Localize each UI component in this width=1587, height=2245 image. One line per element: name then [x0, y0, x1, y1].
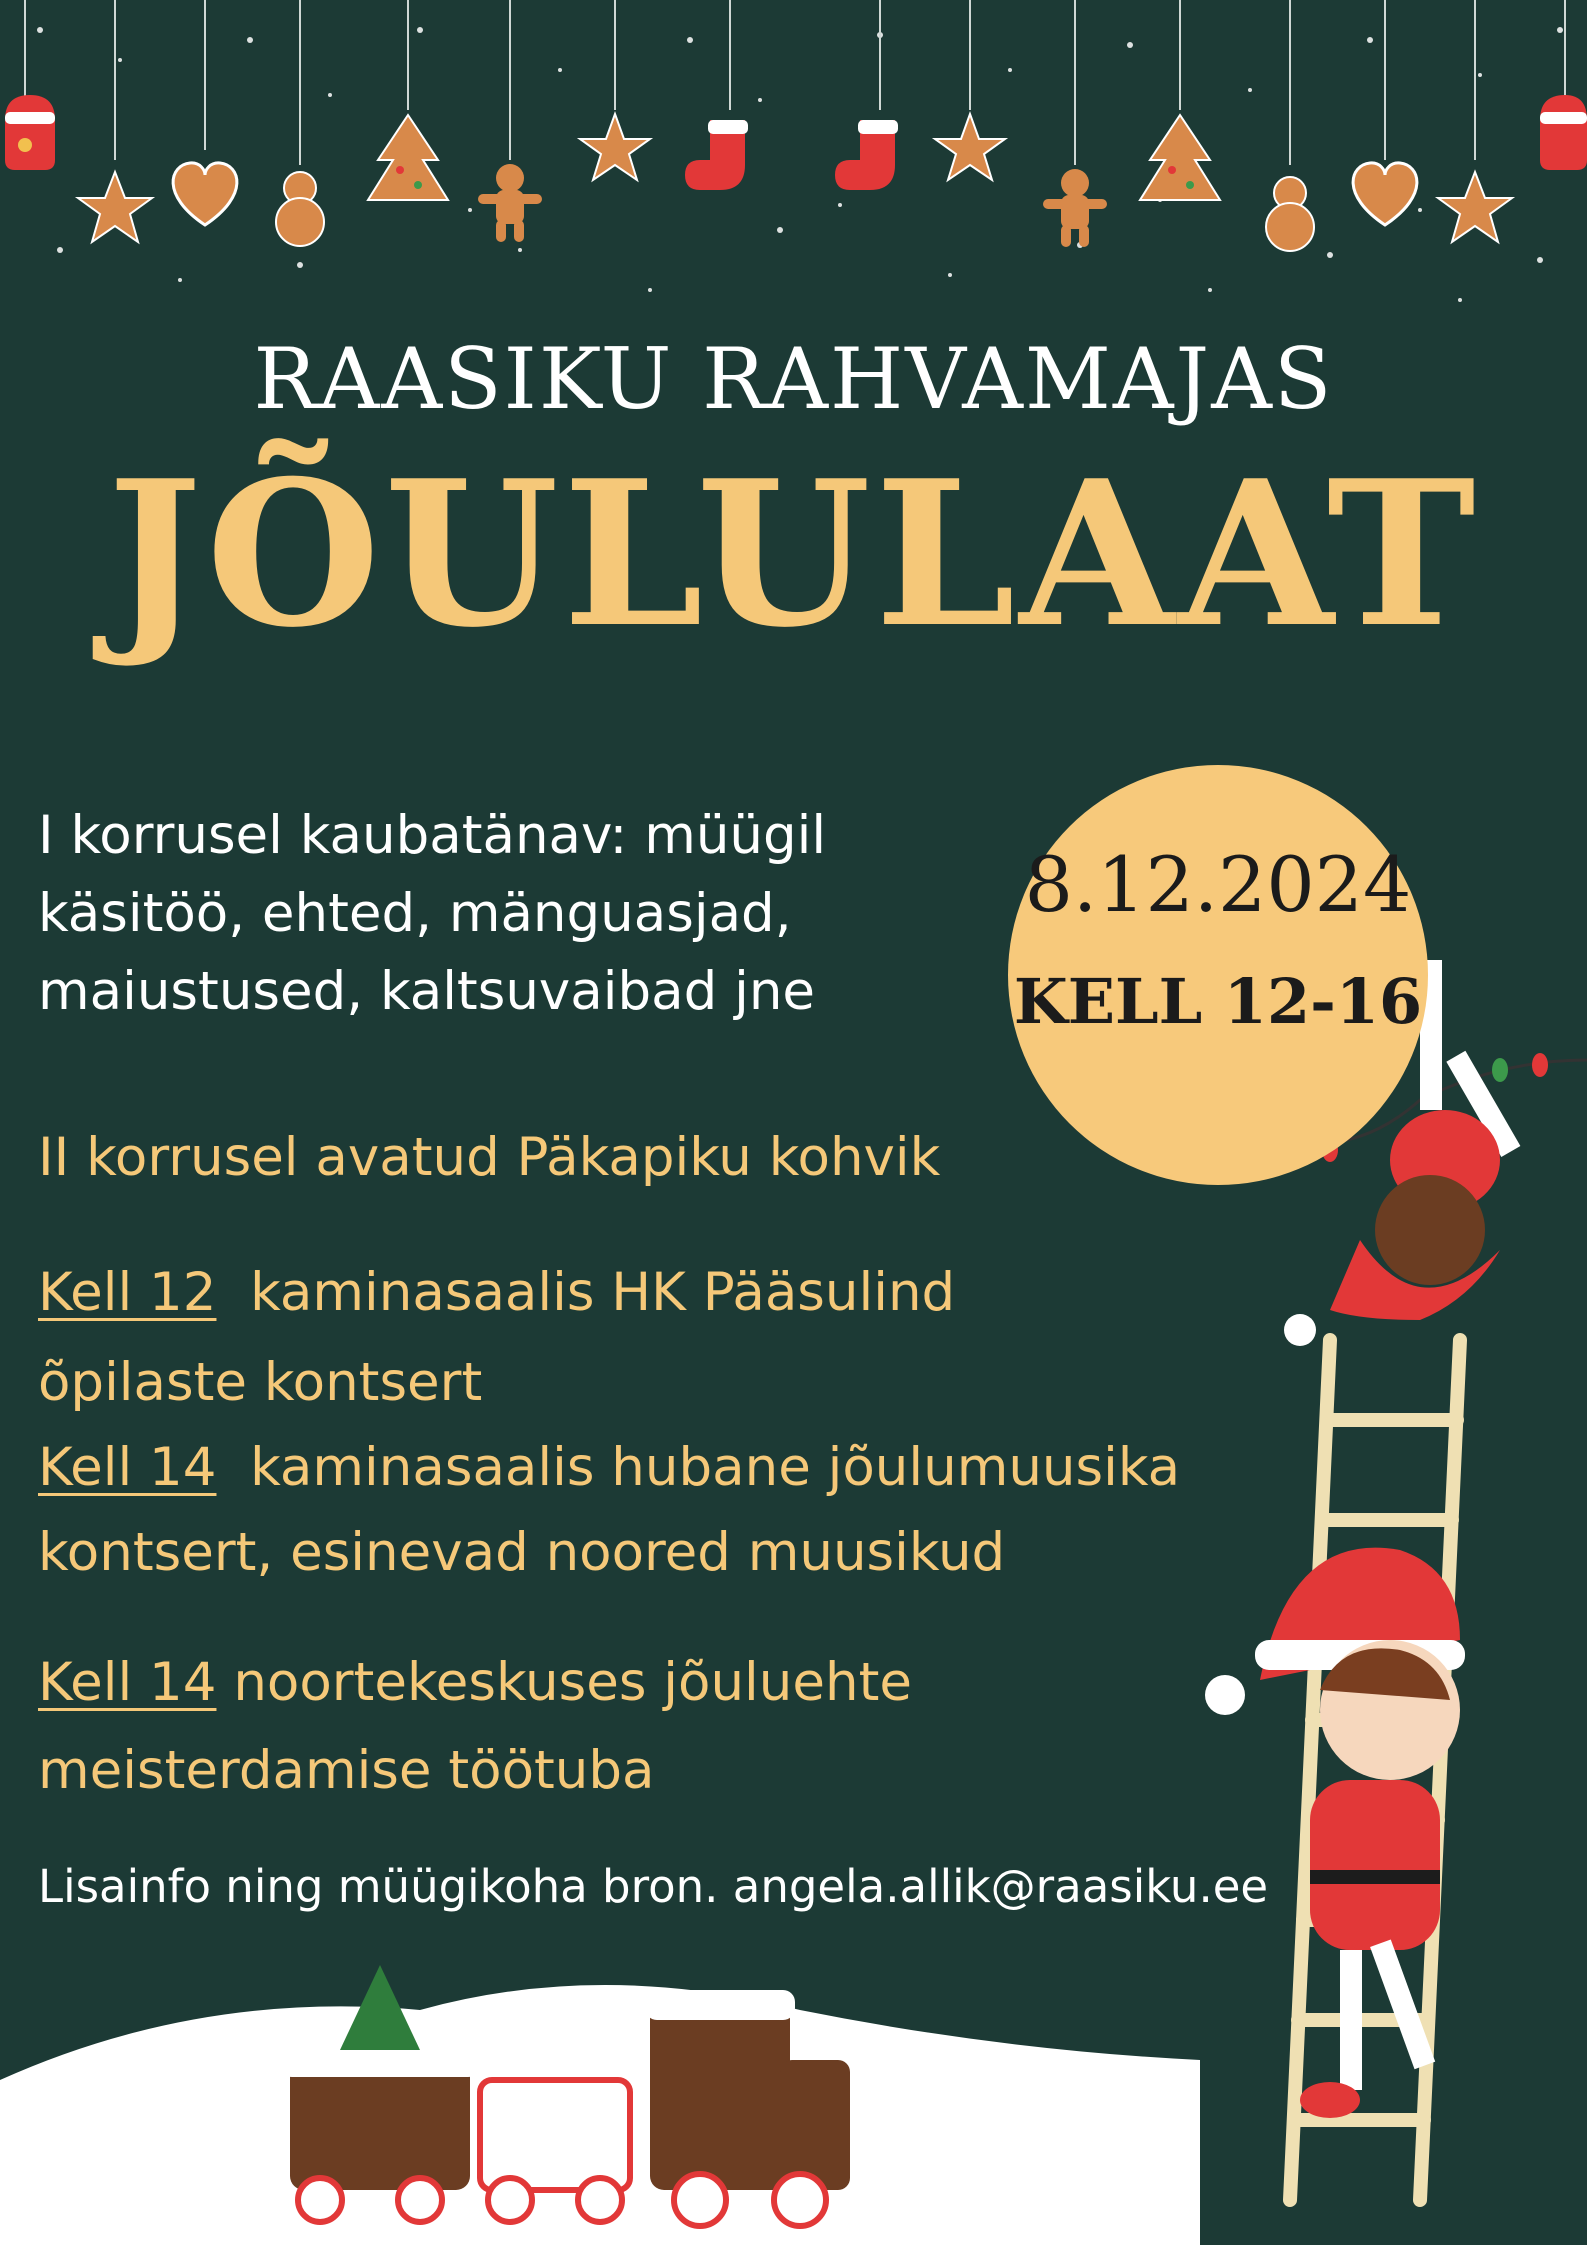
stocking-ornament-1	[685, 120, 748, 190]
event2-time: Kell 14	[38, 1437, 217, 1498]
tree-cookie-1	[368, 115, 448, 200]
snowman-cookie-1	[276, 172, 324, 246]
mitten-ornament-2	[1540, 95, 1587, 170]
snow-dots	[37, 27, 1563, 302]
floor1-line3: maiustused, kaltsuvaibad jne	[38, 961, 816, 1022]
mitten-ornament-1	[5, 95, 55, 170]
tree-cookie-2	[1140, 115, 1220, 200]
star-cookie-4	[1438, 172, 1512, 242]
event2-cont: kontsert, esinevad noored muusikud	[38, 1522, 1006, 1583]
event2-line	[38, 1430, 1180, 1506]
venue-title: RAASIKU RAHVAMAJAS	[253, 330, 1334, 428]
heart-cookie-1	[173, 163, 237, 225]
event-time: KELL 12-16	[1013, 965, 1423, 1038]
floor1-line1: I korrusel kaubatänav: müügil	[38, 805, 827, 866]
star-cookie-2	[580, 114, 650, 180]
contact-info: Lisainfo ning müügikoha bron. angela.allik@raasiku.ee	[38, 1860, 1269, 1913]
stocking-ornament-2	[835, 120, 898, 190]
event1-line	[38, 1255, 955, 1331]
event1-cont: õpilaste kontsert	[38, 1352, 483, 1413]
event3-line	[38, 1645, 912, 1721]
event-title: JÕULULAAT	[107, 437, 1480, 672]
event3-cont: meisterdamise töötuba	[38, 1740, 655, 1801]
event3-text: noortekeskuses jõuluehte	[233, 1652, 912, 1713]
event-date: 8.12.2024	[1024, 840, 1412, 929]
star-cookie-3	[935, 114, 1005, 180]
floor1-line2: käsitöö, ehted, mänguasjad,	[38, 883, 792, 944]
heart-cookie-2	[1353, 163, 1417, 225]
event1-time: Kell 12	[38, 1262, 217, 1323]
gingerbread-cookie-2	[1043, 169, 1107, 247]
star-cookie-1	[78, 172, 152, 242]
event2-text: kaminasaalis hubane jõulumuusika	[250, 1437, 1181, 1498]
snowman-cookie-2	[1266, 177, 1314, 251]
ornament-strings	[25, 0, 1565, 165]
event3-time: Kell 14	[38, 1652, 217, 1713]
event1-text: kaminasaalis HK Pääsulind	[250, 1262, 956, 1323]
gingerbread-cookie-1	[478, 164, 542, 242]
floor2-text: II korrusel avatud Päkapiku kohvik	[38, 1127, 941, 1188]
